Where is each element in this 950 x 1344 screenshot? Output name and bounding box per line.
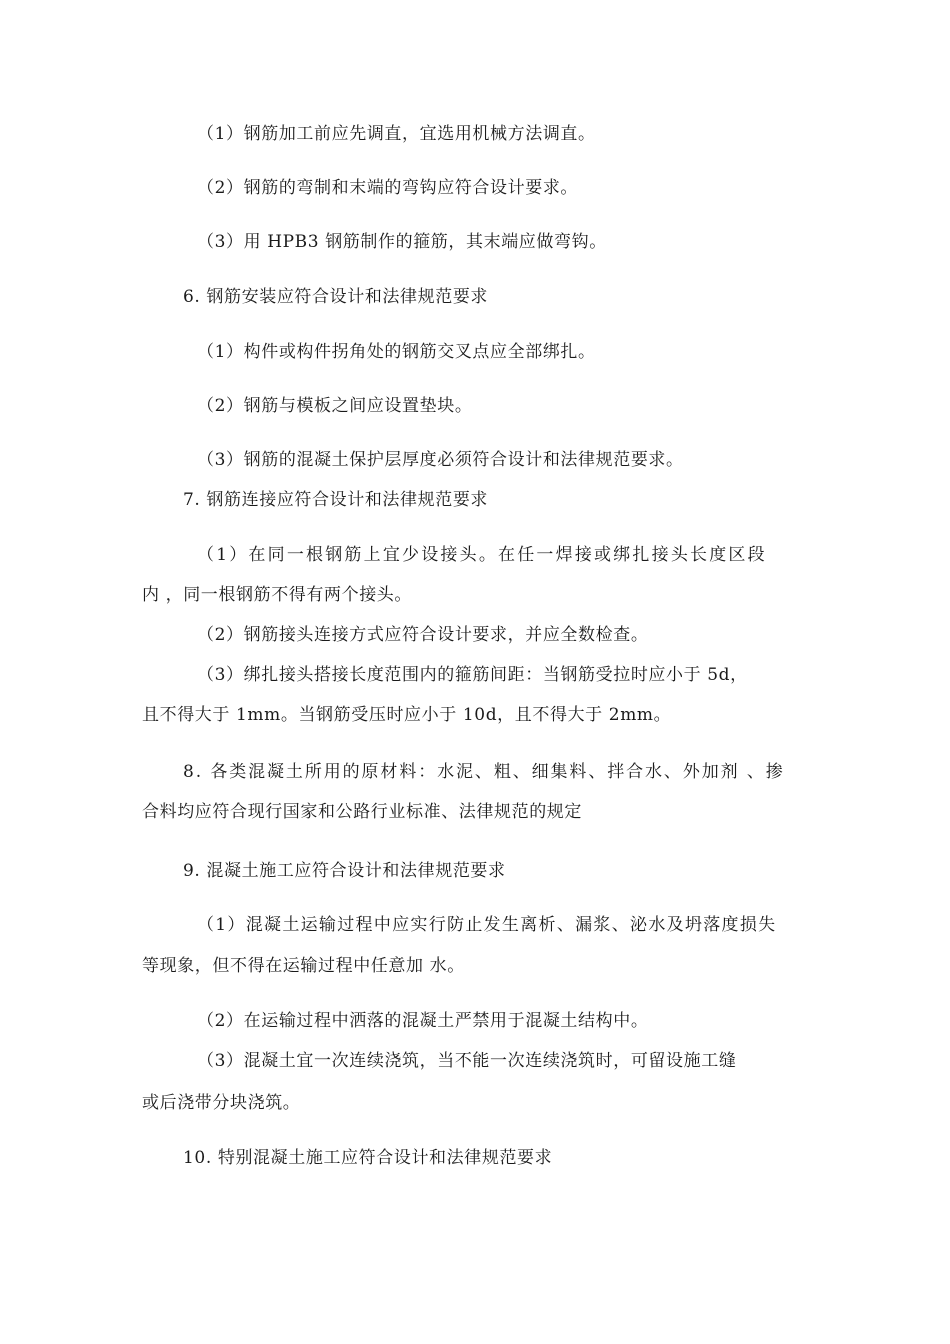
section-heading: 7. 钢筋连接应符合设计和法律规范要求 — [183, 490, 489, 510]
text-line: （2）钢筋与模板之间应设置垫块。 — [197, 396, 473, 416]
text-line: （3）绑扎接头搭接长度范围内的箍筋间距：当钢筋受拉时应小于 5d， — [197, 665, 748, 685]
text-line: 且不得大于 1mm。当钢筋受压时应小于 10d，且不得大于 2mm。 — [142, 705, 672, 725]
text-line: （2）钢筋的弯制和末端的弯钩应符合设计要求。 — [197, 178, 579, 198]
text-line: （1）混凝土运输过程中应实行防止发生离析、漏浆、泌水及坍落度损失 — [197, 915, 777, 935]
text-line: （2）在运输过程中洒落的混凝土严禁用于混凝土结构中。 — [197, 1011, 649, 1031]
text-line: 或后浇带分块浇筑。 — [142, 1093, 301, 1113]
text-line: （1）构件或构件拐角处的钢筋交叉点应全部绑扎。 — [197, 342, 596, 362]
text-line: （3）用 HPB3 钢筋制作的箍筋，其末端应做弯钩。 — [197, 232, 607, 252]
section-heading: 9. 混凝土施工应符合设计和法律规范要求 — [183, 861, 506, 881]
section-heading: 6. 钢筋安装应符合设计和法律规范要求 — [183, 287, 489, 307]
section-heading: 10. 特别混凝土施工应符合设计和法律规范要求 — [183, 1148, 553, 1168]
section-heading: 8. 各类混凝土所用的原材料：水泥、粗、细集料、拌合水、外加剂 、掺 — [183, 762, 785, 782]
text-line: （2）钢筋接头连接方式应符合设计要求，并应全数检查。 — [197, 625, 649, 645]
text-line: 合料均应符合现行国家和公路行业标准、法律规范的规定 — [142, 802, 582, 822]
text-line: （3）混凝土宜一次连续浇筑，当不能一次连续浇筑时，可留设施工缝 — [197, 1051, 737, 1071]
text-line: （3）钢筋的混凝土保护层厚度必须符合设计和法律规范要求。 — [197, 450, 684, 470]
text-line: （1）钢筋加工前应先调直，宜选用机械方法调直。 — [197, 124, 596, 144]
text-line: 内 ，同一根钢筋不得有两个接头。 — [142, 585, 413, 605]
text-line: 等现象，但不得在运输过程中任意加 水。 — [142, 956, 465, 976]
text-line: （1）在同一根钢筋上宜少设接头。在任一焊接或绑扎接头长度区段 — [197, 545, 767, 565]
